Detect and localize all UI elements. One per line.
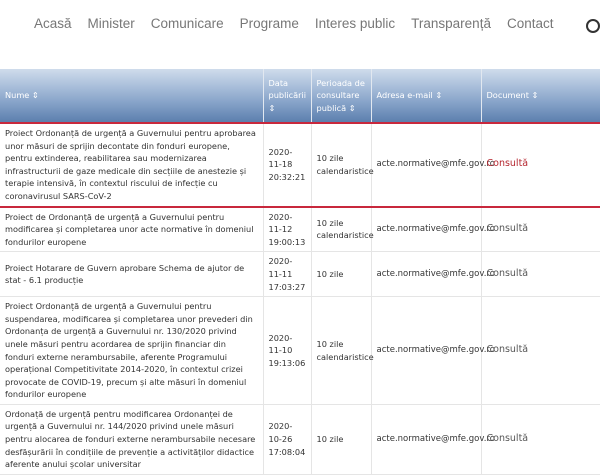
search-icon[interactable] <box>586 19 600 33</box>
col-perioada[interactable]: Perioada de consultare publică ⇕ <box>311 69 371 123</box>
consult-link[interactable]: Consultă <box>481 297 600 405</box>
consult-link[interactable]: Consultă <box>481 207 600 252</box>
row-email: acte.normative@mfe.gov.ro <box>371 207 481 252</box>
col-document[interactable]: Document ⇕ <box>481 69 600 123</box>
nav-transparenta[interactable]: Transparență <box>411 16 491 31</box>
row-date: 2020-11-18 20:32:21 <box>263 123 311 207</box>
table-row <box>0 252 600 297</box>
row-period: 10 zile <box>311 252 371 297</box>
row-email: acte.normative@mfe.gov.ro <box>371 297 481 405</box>
nav-acasa[interactable]: Acasă <box>34 16 72 31</box>
row-name: Proiect de Ordonanță de urgență a Guvernului pentru modificarea și completarea unor acte normative în domeniul fondurilor europene <box>0 207 263 252</box>
row-email: acte.normative@mfe.gov.ro <box>371 252 481 297</box>
row-period: 10 zile calendaristice <box>311 123 371 207</box>
row-email: acte.normative@mfe.gov.ro <box>371 123 481 207</box>
table-row <box>0 123 600 207</box>
nav-contact[interactable]: Contact <box>506 16 554 31</box>
col-email[interactable]: Adresa e-mail ⇕ <box>371 69 481 123</box>
row-date: 2020-10-26 17:08:04 <box>263 404 311 474</box>
main-nav <box>34 16 569 31</box>
consult-link[interactable]: Consultă <box>481 252 600 297</box>
nav-programe[interactable]: Programe <box>239 16 299 31</box>
row-name: Proiect Ordonanță de urgență a Guvernului pentru aprobarea unor măsuri de sprijin decontate din fonduri europene, pentru extinderea, reabilitarea sau modernizarea infrastructurii de gaze medicale din secțiile de anestezie și terapie intensivă, în contextul riscului de infecție cu coronavirusul SARS-CoV-2 <box>0 123 263 207</box>
row-name: Ordonață de urgență pentru modificarea Ordonanței de urgență a Guvernului nr. 144/2020 privind unele măsuri pentru alocarea de fonduri externe nerambursabile necesare desfășurării în condițiile de prevenție a activităților didactice aferente anului școlar universitar <box>0 404 263 474</box>
row-period: 10 zile calendaristice <box>311 207 371 252</box>
row-name: Proiect Hotarare de Guvern aprobare Schema de ajutor de stat - 6.1 producție <box>0 252 263 297</box>
consult-link[interactable]: Consultă <box>481 404 600 474</box>
row-period: 10 zile <box>311 404 371 474</box>
row-period: 10 zile calendaristice <box>311 297 371 405</box>
nav-interes-public[interactable]: Interes public <box>314 16 396 31</box>
row-date: 2020-11-10 19:13:06 <box>263 297 311 405</box>
row-date: 2020-11-12 19:00:13 <box>263 207 311 252</box>
consultation-table <box>0 69 600 475</box>
row-date: 2020-11-11 17:03:27 <box>263 252 311 297</box>
row-name: Proiect Ordonanță de urgență a Guvernului pentru suspendarea, modificarea și completarea unor prevederi din Ordonanța de urgență a Guvernului nr. 130/2020 privind unele măsuri pentru acordarea de sprijin financiar din fonduri externe nerambursabile, aferente Programului operațional Competitivitate 2014-2020, în contextul crizei provocate de COVID-19, precum și alte măsuri în domeniul fondurilor europene <box>0 297 263 405</box>
col-nume[interactable]: Nume ⇕ <box>0 69 263 123</box>
col-data[interactable]: Data publicării ⇕ <box>263 69 311 123</box>
table-row <box>0 404 600 474</box>
table-row <box>0 207 600 252</box>
row-email: acte.normative@mfe.gov.ro <box>371 404 481 474</box>
table-row <box>0 297 600 405</box>
nav-comunicare[interactable]: Comunicare <box>150 16 224 31</box>
nav-minister[interactable]: Minister <box>87 16 135 31</box>
consult-link[interactable]: Consultă <box>481 123 600 207</box>
